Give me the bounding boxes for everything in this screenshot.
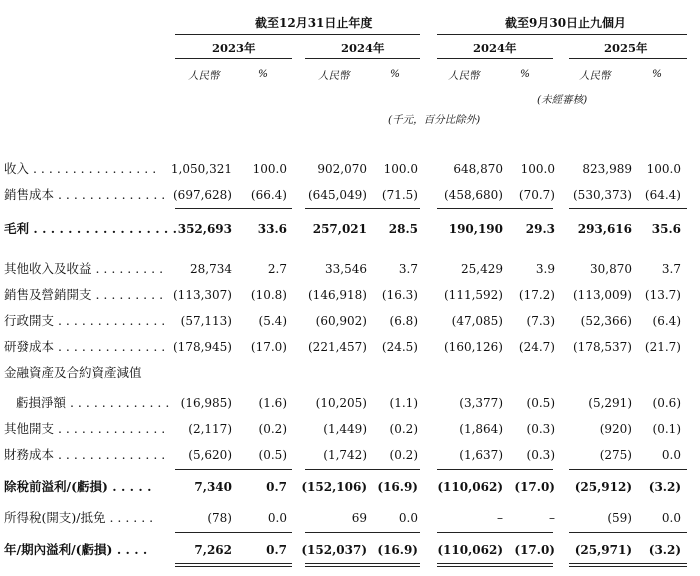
row-label: 除稅前溢利/(虧損) . . . . . [4, 479, 152, 494]
cell-value: (458,680) [444, 188, 503, 202]
cell-value: 29.3 [525, 222, 555, 236]
rule [175, 532, 292, 533]
cell-value: (113,307) [173, 288, 232, 302]
cell-value: (110,062) [437, 543, 503, 557]
table-row [0, 445, 700, 465]
cell-value: (6.8) [389, 314, 418, 328]
cell-value: (25,912) [574, 480, 632, 494]
table-row [0, 159, 700, 179]
percent-label-3: % [520, 68, 530, 80]
cell-value: 293,616 [577, 222, 632, 236]
cell-value: – [549, 511, 555, 525]
rule [569, 469, 687, 470]
cell-value: (24.7) [518, 340, 555, 354]
cell-value: (25,971) [574, 543, 632, 557]
rule [437, 532, 553, 533]
row-label: 銷售成本 . . . . . . . . . . . . . . [4, 187, 166, 202]
cell-value: (17.2) [518, 288, 555, 302]
cell-value: (71.5) [381, 188, 418, 202]
cell-value: (0.2) [258, 422, 287, 436]
cell-value: (16.9) [377, 480, 418, 494]
cell-value: 100.0 [252, 162, 287, 176]
row-label: 金融資產及合約資產減值 [4, 365, 142, 380]
cell-value: (0.3) [526, 422, 555, 436]
rule-nine-months [437, 34, 687, 35]
cell-value: 100.0 [383, 162, 418, 176]
cell-value: (16.3) [381, 288, 418, 302]
table-row [0, 393, 700, 413]
cell-value: (111,592) [444, 288, 503, 302]
cell-value: 902,070 [317, 162, 367, 176]
table-row [0, 185, 700, 205]
cell-value: 7,340 [194, 480, 232, 494]
cell-value: 257,021 [312, 222, 367, 236]
cell-value: (697,628) [173, 188, 232, 202]
unit-note: (千元，百分比除外) [388, 114, 481, 126]
rule-2024-fy [305, 58, 420, 59]
cell-value: (645,049) [308, 188, 367, 202]
cell-value: (10,205) [315, 396, 367, 410]
rule [569, 563, 687, 564]
cell-value: 7,262 [194, 543, 232, 557]
rule [175, 566, 292, 567]
rule [305, 532, 420, 533]
cell-value: (113,009) [573, 288, 632, 302]
rule [175, 563, 292, 564]
year-2024-9m: 2024年 [473, 41, 517, 55]
cell-value: (3,377) [459, 396, 503, 410]
cell-value: 0.7 [266, 480, 287, 494]
cell-value: 100.0 [646, 162, 681, 176]
row-label: 虧損淨額 . . . . . . . . . . . . . [16, 395, 170, 410]
cell-value: (16,985) [180, 396, 232, 410]
currency-label-3: 人民幣 [448, 70, 480, 82]
cell-value: (13.7) [644, 288, 681, 302]
cell-value: (275) [599, 448, 632, 462]
rule [437, 563, 553, 564]
rule [437, 469, 553, 470]
cell-value: (17.0) [514, 480, 555, 494]
cell-value: 0.0 [661, 448, 681, 462]
rule [305, 563, 420, 564]
percent-label-2: % [390, 68, 400, 80]
rule-2025-9m [569, 58, 687, 59]
rule [437, 208, 553, 209]
cell-value: (59) [607, 511, 632, 525]
row-label: 行政開支 . . . . . . . . . . . . . . [4, 313, 166, 328]
cell-value: (60,902) [315, 314, 367, 328]
cell-value: (0.2) [389, 422, 418, 436]
cell-value: (24.5) [381, 340, 418, 354]
row-label: 所得稅(開支)/抵免 . . . . . . [4, 510, 154, 525]
cell-value: (47,085) [451, 314, 503, 328]
row-label: 研發成本 . . . . . . . . . . . . . . [4, 339, 166, 354]
rule [305, 566, 420, 567]
cell-value: 25,429 [461, 262, 503, 276]
cell-value: 30,870 [590, 262, 632, 276]
cell-value: (0.5) [526, 396, 555, 410]
rule [305, 208, 420, 209]
cell-value: (160,126) [444, 340, 503, 354]
rule [569, 208, 687, 209]
rule [569, 566, 687, 567]
cell-value: (152,106) [301, 480, 367, 494]
rule [175, 208, 292, 209]
cell-value: (5,620) [188, 448, 232, 462]
rule [175, 469, 292, 470]
cell-value: 648,870 [453, 162, 503, 176]
cell-value: (1,637) [459, 448, 503, 462]
cell-value: (920) [599, 422, 632, 436]
cell-value: 3.9 [535, 262, 555, 276]
cell-value: (66.4) [250, 188, 287, 202]
cell-value: (146,918) [308, 288, 367, 302]
cell-value: (0.5) [258, 448, 287, 462]
cell-value: (1.1) [389, 396, 418, 410]
cell-value: 33,546 [325, 262, 367, 276]
cell-value: – [497, 511, 503, 525]
table-row [0, 540, 700, 560]
year-2024-fy: 2024年 [341, 41, 385, 55]
percent-label-4: % [652, 68, 662, 80]
cell-value: (221,457) [308, 340, 367, 354]
currency-label-1: 人民幣 [188, 70, 220, 82]
cell-value: 352,693 [177, 222, 232, 236]
table-row [0, 477, 700, 497]
cell-value: (530,373) [573, 188, 632, 202]
cell-value: (17.0) [250, 340, 287, 354]
table-row [0, 337, 700, 357]
table-row [0, 508, 700, 528]
cell-value: (78) [207, 511, 232, 525]
cell-value: (10.8) [250, 288, 287, 302]
table-row [0, 259, 700, 279]
cell-value: 0.0 [661, 511, 681, 525]
cell-value: (70.7) [518, 188, 555, 202]
cell-value: (16.9) [377, 543, 418, 557]
table-row [0, 363, 700, 383]
cell-value: (178,537) [573, 340, 632, 354]
cell-value: 69 [351, 511, 367, 525]
rule [569, 532, 687, 533]
cell-value: 823,989 [582, 162, 632, 176]
currency-label-2: 人民幣 [318, 70, 350, 82]
cell-value: 2.7 [267, 262, 287, 276]
cell-value: 190,190 [448, 222, 503, 236]
cell-value: 3.7 [661, 262, 681, 276]
row-label: 其他收入及收益 . . . . . . . . . [4, 261, 164, 276]
table-row [0, 285, 700, 305]
group-header-year-end: 截至12月31日止年度 [255, 16, 373, 30]
cell-value: 0.0 [398, 511, 418, 525]
cell-value: (5,291) [588, 396, 632, 410]
cell-value: (152,037) [301, 543, 367, 557]
year-2023: 2023年 [212, 41, 256, 55]
group-header-nine-months: 截至9月30日止九個月 [505, 16, 627, 30]
cell-value: (0.6) [652, 396, 681, 410]
cell-value: 28,734 [190, 262, 232, 276]
cell-value: (0.2) [389, 448, 418, 462]
cell-value: 0.7 [266, 543, 287, 557]
cell-value: 28.5 [388, 222, 418, 236]
cell-value: (110,062) [437, 480, 503, 494]
percent-label-1: % [258, 68, 268, 80]
rule-2023 [175, 58, 292, 59]
cell-value: (178,945) [173, 340, 232, 354]
cell-value: (6.4) [652, 314, 681, 328]
cell-value: (1,864) [459, 422, 503, 436]
cell-value: (64.4) [644, 188, 681, 202]
cell-value: 33.6 [257, 222, 287, 236]
cell-value: (0.1) [652, 422, 681, 436]
rule-2024-9m [437, 58, 553, 59]
row-label: 毛利 . . . . . . . . . . . . . . . . . [4, 221, 177, 236]
cell-value: 35.6 [651, 222, 681, 236]
cell-value: (3.2) [648, 543, 681, 557]
cell-value: (7.3) [526, 314, 555, 328]
row-label: 其他開支 . . . . . . . . . . . . . . [4, 421, 166, 436]
table-row [0, 311, 700, 331]
cell-value: (1,449) [323, 422, 367, 436]
rule [305, 469, 420, 470]
cell-value: (17.0) [514, 543, 555, 557]
cell-value: (1.6) [258, 396, 287, 410]
cell-value: (21.7) [644, 340, 681, 354]
cell-value: (3.2) [648, 480, 681, 494]
cell-value: 3.7 [398, 262, 418, 276]
cell-value: (0.3) [526, 448, 555, 462]
row-label: 收入 . . . . . . . . . . . . . . . . [4, 161, 157, 176]
table-row [0, 219, 700, 239]
row-label: 銷售及營銷開支 . . . . . . . . . [4, 287, 164, 302]
row-label: 年/期內溢利/(虧損) . . . . [4, 542, 148, 557]
cell-value: 0.0 [267, 511, 287, 525]
unaudited-note: (未經審核) [537, 94, 588, 106]
cell-value: 100.0 [520, 162, 555, 176]
year-2025-9m: 2025年 [604, 41, 648, 55]
cell-value: (52,366) [580, 314, 632, 328]
cell-value: (2,117) [188, 422, 232, 436]
rule-year-end [175, 34, 420, 35]
cell-value: (5.4) [258, 314, 287, 328]
cell-value: (57,113) [180, 314, 232, 328]
row-label: 財務成本 . . . . . . . . . . . . . . [4, 447, 166, 462]
cell-value: 1,050,321 [170, 162, 232, 176]
rule [437, 566, 553, 567]
currency-label-4: 人民幣 [579, 70, 611, 82]
cell-value: (1,742) [323, 448, 367, 462]
table-row [0, 419, 700, 439]
